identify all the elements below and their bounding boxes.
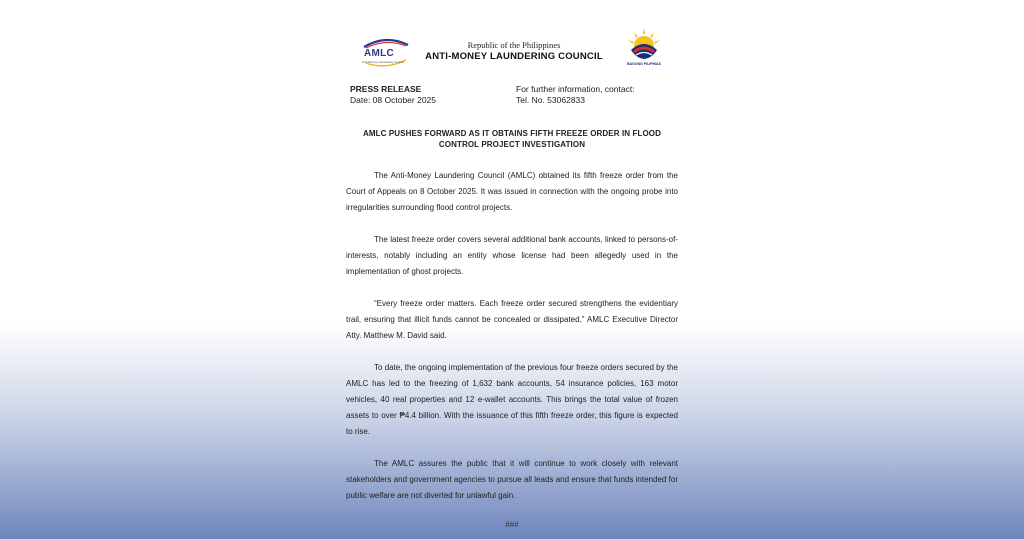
bagong-pilipinas-emblem-icon <box>622 28 666 62</box>
amlc-logo-subtext: Anti-Money Laundering Council <box>362 60 404 64</box>
republic-line: Republic of the Philippines <box>467 40 561 50</box>
end-mark: ### <box>505 520 519 529</box>
release-meta <box>344 84 680 114</box>
release-info <box>350 84 436 106</box>
press-release-page <box>344 24 680 529</box>
article-body <box>344 168 680 504</box>
amlc-logo-text: AMLC <box>364 48 395 59</box>
letterhead <box>344 24 680 72</box>
paragraph: To date, the ongoing implementation of the previous four freeze orders secured by the AMLC has led to the freezing of 1,632 bank accounts, 54 insurance policies, 163 motor vehicles, 40 real properties and 12 e-wallet accounts. This brings the total value of frozen assets to over ₱4.4 billion. With the issuance of this fifth freeze order, this figure is expected to rise. <box>346 363 678 436</box>
contact-tel: Tel. No. 53062833 <box>516 95 585 105</box>
paragraph: The AMLC assures the public that it will continue to work closely with relevant stakeholders and government agencies to pursue all leads and ensure that funds intended for public welfare are not diverted for unlawful gain. <box>346 459 678 500</box>
council-name: ANTI-MONEY LAUNDERING COUNCIL <box>425 51 603 62</box>
paragraph: The latest freeze order covers several additional bank accounts, linked to persons-of-interests, notably including an entity whose license had been allegedly used in the implementation of ghost projects. <box>346 235 678 276</box>
release-date: Date: 08 October 2025 <box>350 95 437 105</box>
press-release-label: PRESS RELEASE <box>350 84 422 94</box>
paragraph: “Every freeze order matters. Each freeze order secured strengthens the evidentiary trail, ensuring that illicit funds cannot be concealed or dissipated,” AMLC Executive Director Atty. Matthew M. David said. <box>346 299 678 340</box>
contact-label: For further information, contact: <box>516 84 635 94</box>
organization-name <box>424 40 604 62</box>
amlc-logo <box>360 36 412 68</box>
bagong-pilipinas-logo <box>622 28 666 68</box>
headline: AMLC PUSHES FORWARD AS IT OBTAINS FIFTH FREEZE ORDER IN FLOOD CONTROL PROJECT INVESTIGATION <box>363 129 661 149</box>
paragraph: The Anti-Money Laundering Council (AMLC) obtained its fifth freeze order from the Court of Appeals on 8 October 2025. It was issued in connection with the ongoing probe into irregularities surrounding flood control projects. <box>346 171 678 212</box>
contact-info <box>516 84 635 106</box>
bagong-pilipinas-text: BAGONG PILIPINAS <box>627 62 661 66</box>
